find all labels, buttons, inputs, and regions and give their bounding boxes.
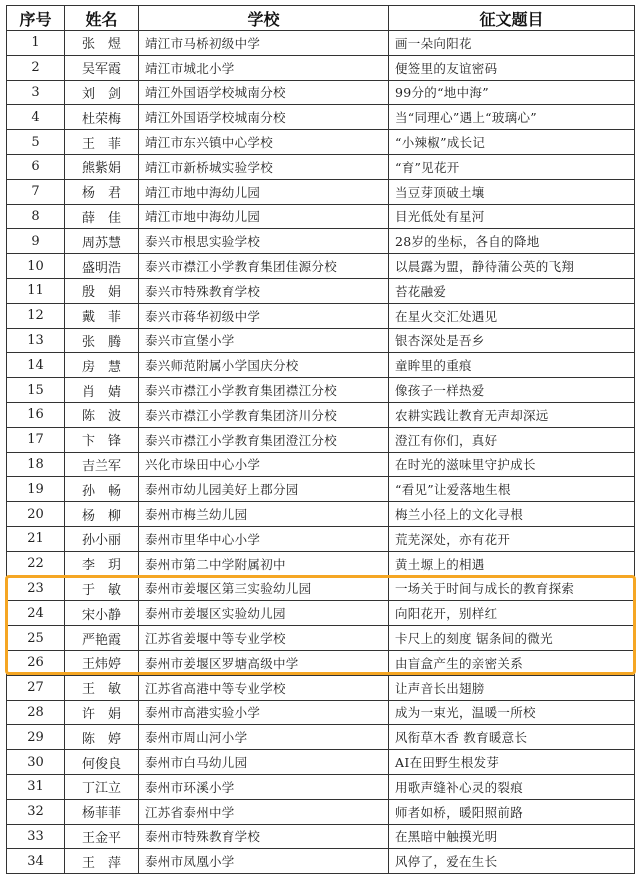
row-index: 17 [7,427,65,452]
row-title: “小辣椒”成长记 [389,130,635,155]
table-row [7,601,635,626]
row-title: “育”见花开 [389,154,635,179]
row-school: 泰兴市宣堡小学 [139,328,389,353]
row-title: 卡尺上的刻度 锯条间的微光 [389,626,635,651]
header-school: 学校 [139,6,389,31]
table-row [7,31,635,56]
row-index: 21 [7,526,65,551]
table-row [7,303,635,328]
row-title: 画一朵向阳花 [389,31,635,56]
row-school: 泰州市环溪小学 [139,774,389,799]
row-index: 11 [7,278,65,303]
row-school: 靖江市地中海幼儿园 [139,179,389,204]
table-row [7,154,635,179]
table-row [7,824,635,849]
row-title: 便签里的友谊密码 [389,55,635,80]
row-school: 靖江外国语学校城南分校 [139,105,389,130]
row-index: 31 [7,774,65,799]
table-row [7,204,635,229]
row-name: 何俊良 [65,750,139,775]
row-index: 16 [7,402,65,427]
row-name: 孙小丽 [65,526,139,551]
row-title: 当豆芽顶破土壤 [389,179,635,204]
table-row [7,849,635,874]
row-name: 王炜婷 [65,650,139,675]
row-title: 让声音长出翅膀 [389,675,635,700]
row-index: 14 [7,353,65,378]
row-title: 由盲盒产生的亲密关系 [389,650,635,675]
row-title: 成为一束光，温暖一所校 [389,700,635,725]
row-name: 盛明浩 [65,254,139,279]
row-school: 泰兴师范附属小学国庆分校 [139,353,389,378]
row-index: 25 [7,626,65,651]
row-name: 殷 娟 [65,278,139,303]
row-school: 兴化市垛田中心小学 [139,452,389,477]
row-name: 杜荣梅 [65,105,139,130]
row-name: 吉兰军 [65,452,139,477]
row-school: 泰州市姜堰区实验幼儿园 [139,601,389,626]
row-school: 泰州市特殊教育学校 [139,824,389,849]
row-name: 王 萍 [65,849,139,874]
table-row [7,105,635,130]
row-name: 孙 畅 [65,477,139,502]
row-name: 张 煜 [65,31,139,56]
row-name: 薛 佳 [65,204,139,229]
row-name: 房 慧 [65,353,139,378]
row-name: 于 敏 [65,576,139,601]
table-row [7,774,635,799]
header-name: 姓名 [65,6,139,31]
row-title: 当“同理心”遇上“玻璃心” [389,105,635,130]
row-school: 泰州市姜堰区罗塘高级中学 [139,650,389,675]
row-index: 5 [7,130,65,155]
row-school: 靖江市新桥城实验学校 [139,154,389,179]
row-title: 师者如桥，暖阳照前路 [389,799,635,824]
row-name: 肖 婧 [65,378,139,403]
table-row [7,55,635,80]
row-title: 荒芜深处，亦有花开 [389,526,635,551]
table-row [7,551,635,576]
table-row [7,799,635,824]
header-index: 序号 [7,6,65,31]
table-row [7,477,635,502]
table-row [7,402,635,427]
row-index: 23 [7,576,65,601]
table-row [7,502,635,527]
row-title: 99分的“地中海” [389,80,635,105]
table-row [7,576,635,601]
table-row [7,700,635,725]
row-school: 靖江外国语学校城南分校 [139,80,389,105]
row-title: 梅兰小径上的文化寻根 [389,502,635,527]
row-school: 泰州市白马幼儿园 [139,750,389,775]
row-title: 用歌声缝补心灵的裂痕 [389,774,635,799]
row-school: 泰兴市襟江小学教育集团襟江分校 [139,378,389,403]
row-school: 泰兴市根思实验学校 [139,229,389,254]
row-name: 熊紫娟 [65,154,139,179]
row-index: 26 [7,650,65,675]
row-title: 澄江有你们，真好 [389,427,635,452]
table-row [7,675,635,700]
row-school: 泰州市高港实验小学 [139,700,389,725]
row-school: 泰州市第二中学附属初中 [139,551,389,576]
table-row [7,130,635,155]
row-school: 泰州市凤凰小学 [139,849,389,874]
row-title: AI在田野生根发芽 [389,750,635,775]
row-title: 银杏深处是吾乡 [389,328,635,353]
row-index: 4 [7,105,65,130]
row-name: 王 敏 [65,675,139,700]
table-row [7,626,635,651]
row-index: 1 [7,31,65,56]
row-index: 2 [7,55,65,80]
row-name: 严艳霞 [65,626,139,651]
table-row [7,378,635,403]
row-index: 10 [7,254,65,279]
row-index: 9 [7,229,65,254]
row-school: 泰兴市襟江小学教育集团济川分校 [139,402,389,427]
row-index: 12 [7,303,65,328]
row-school: 泰兴市襟江小学教育集团澄江分校 [139,427,389,452]
row-school: 靖江市马桥初级中学 [139,31,389,56]
table-row [7,278,635,303]
row-name: 张 腾 [65,328,139,353]
table-row [7,725,635,750]
row-school: 靖江市地中海幼儿园 [139,204,389,229]
row-name: 王金平 [65,824,139,849]
row-title: 向阳花开，别样红 [389,601,635,626]
row-title: 像孩子一样热爱 [389,378,635,403]
row-name: 戴 菲 [65,303,139,328]
row-school: 泰州市里华中心小学 [139,526,389,551]
table-row [7,452,635,477]
table-row [7,750,635,775]
row-index: 27 [7,675,65,700]
row-school: 江苏省姜堰中等专业学校 [139,626,389,651]
row-name: 许 娟 [65,700,139,725]
row-title: 以晨露为盟，静待蒲公英的飞翔 [389,254,635,279]
row-school: 泰州市梅兰幼儿园 [139,502,389,527]
row-title: 在黑暗中触摸光明 [389,824,635,849]
table-row [7,650,635,675]
awards-table [6,5,635,874]
row-school: 泰兴市特殊教育学校 [139,278,389,303]
table-row [7,328,635,353]
table-row [7,80,635,105]
table-row [7,254,635,279]
table-row [7,427,635,452]
row-index: 6 [7,154,65,179]
row-title: 农耕实践让教育无声却深远 [389,402,635,427]
row-title: 在星火交汇处遇见 [389,303,635,328]
row-name: 丁江立 [65,774,139,799]
row-name: 吴军霞 [65,55,139,80]
row-school: 江苏省泰州中学 [139,799,389,824]
row-index: 22 [7,551,65,576]
row-title: 28岁的坐标，各自的降地 [389,229,635,254]
row-school: 靖江市城北小学 [139,55,389,80]
row-name: 杨 柳 [65,502,139,527]
row-title: 风衔草木香 教育暖意长 [389,725,635,750]
row-name: 周苏慧 [65,229,139,254]
row-index: 33 [7,824,65,849]
row-title: 风停了，爱在生长 [389,849,635,874]
row-school: 泰州市幼儿园美好上郡分园 [139,477,389,502]
row-title: 目光低处有星河 [389,204,635,229]
row-index: 15 [7,378,65,403]
row-name: 刘 剑 [65,80,139,105]
table-header-row [7,6,635,31]
row-index: 18 [7,452,65,477]
row-name: 杨 君 [65,179,139,204]
row-title: 苔花融爱 [389,278,635,303]
row-index: 29 [7,725,65,750]
row-index: 13 [7,328,65,353]
row-school: 泰兴市蒋华初级中学 [139,303,389,328]
row-name: 陈 婷 [65,725,139,750]
row-title: “看见”让爱落地生根 [389,477,635,502]
table-row [7,526,635,551]
row-title: 在时光的滋味里守护成长 [389,452,635,477]
row-index: 30 [7,750,65,775]
row-school: 靖江市东兴镇中心学校 [139,130,389,155]
header-title: 征文题目 [389,6,635,31]
row-school: 泰兴市襟江小学教育集团佳源分校 [139,254,389,279]
table-row [7,229,635,254]
row-index: 20 [7,502,65,527]
row-name: 宋小静 [65,601,139,626]
row-name: 陈 波 [65,402,139,427]
table-row [7,353,635,378]
row-name: 卞 锋 [65,427,139,452]
row-index: 8 [7,204,65,229]
row-title: 黄土塬上的相遇 [389,551,635,576]
row-index: 19 [7,477,65,502]
row-index: 7 [7,179,65,204]
row-title: 童眸里的重痕 [389,353,635,378]
row-index: 34 [7,849,65,874]
table-row [7,179,635,204]
row-school: 泰州市姜堰区第三实验幼儿园 [139,576,389,601]
row-index: 24 [7,601,65,626]
row-title: 一场关于时间与成长的教育探索 [389,576,635,601]
row-name: 杨菲菲 [65,799,139,824]
row-index: 32 [7,799,65,824]
row-school: 泰州市周山河小学 [139,725,389,750]
row-school: 江苏省高港中等专业学校 [139,675,389,700]
row-name: 王 菲 [65,130,139,155]
row-name: 李 玥 [65,551,139,576]
row-index: 3 [7,80,65,105]
row-index: 28 [7,700,65,725]
